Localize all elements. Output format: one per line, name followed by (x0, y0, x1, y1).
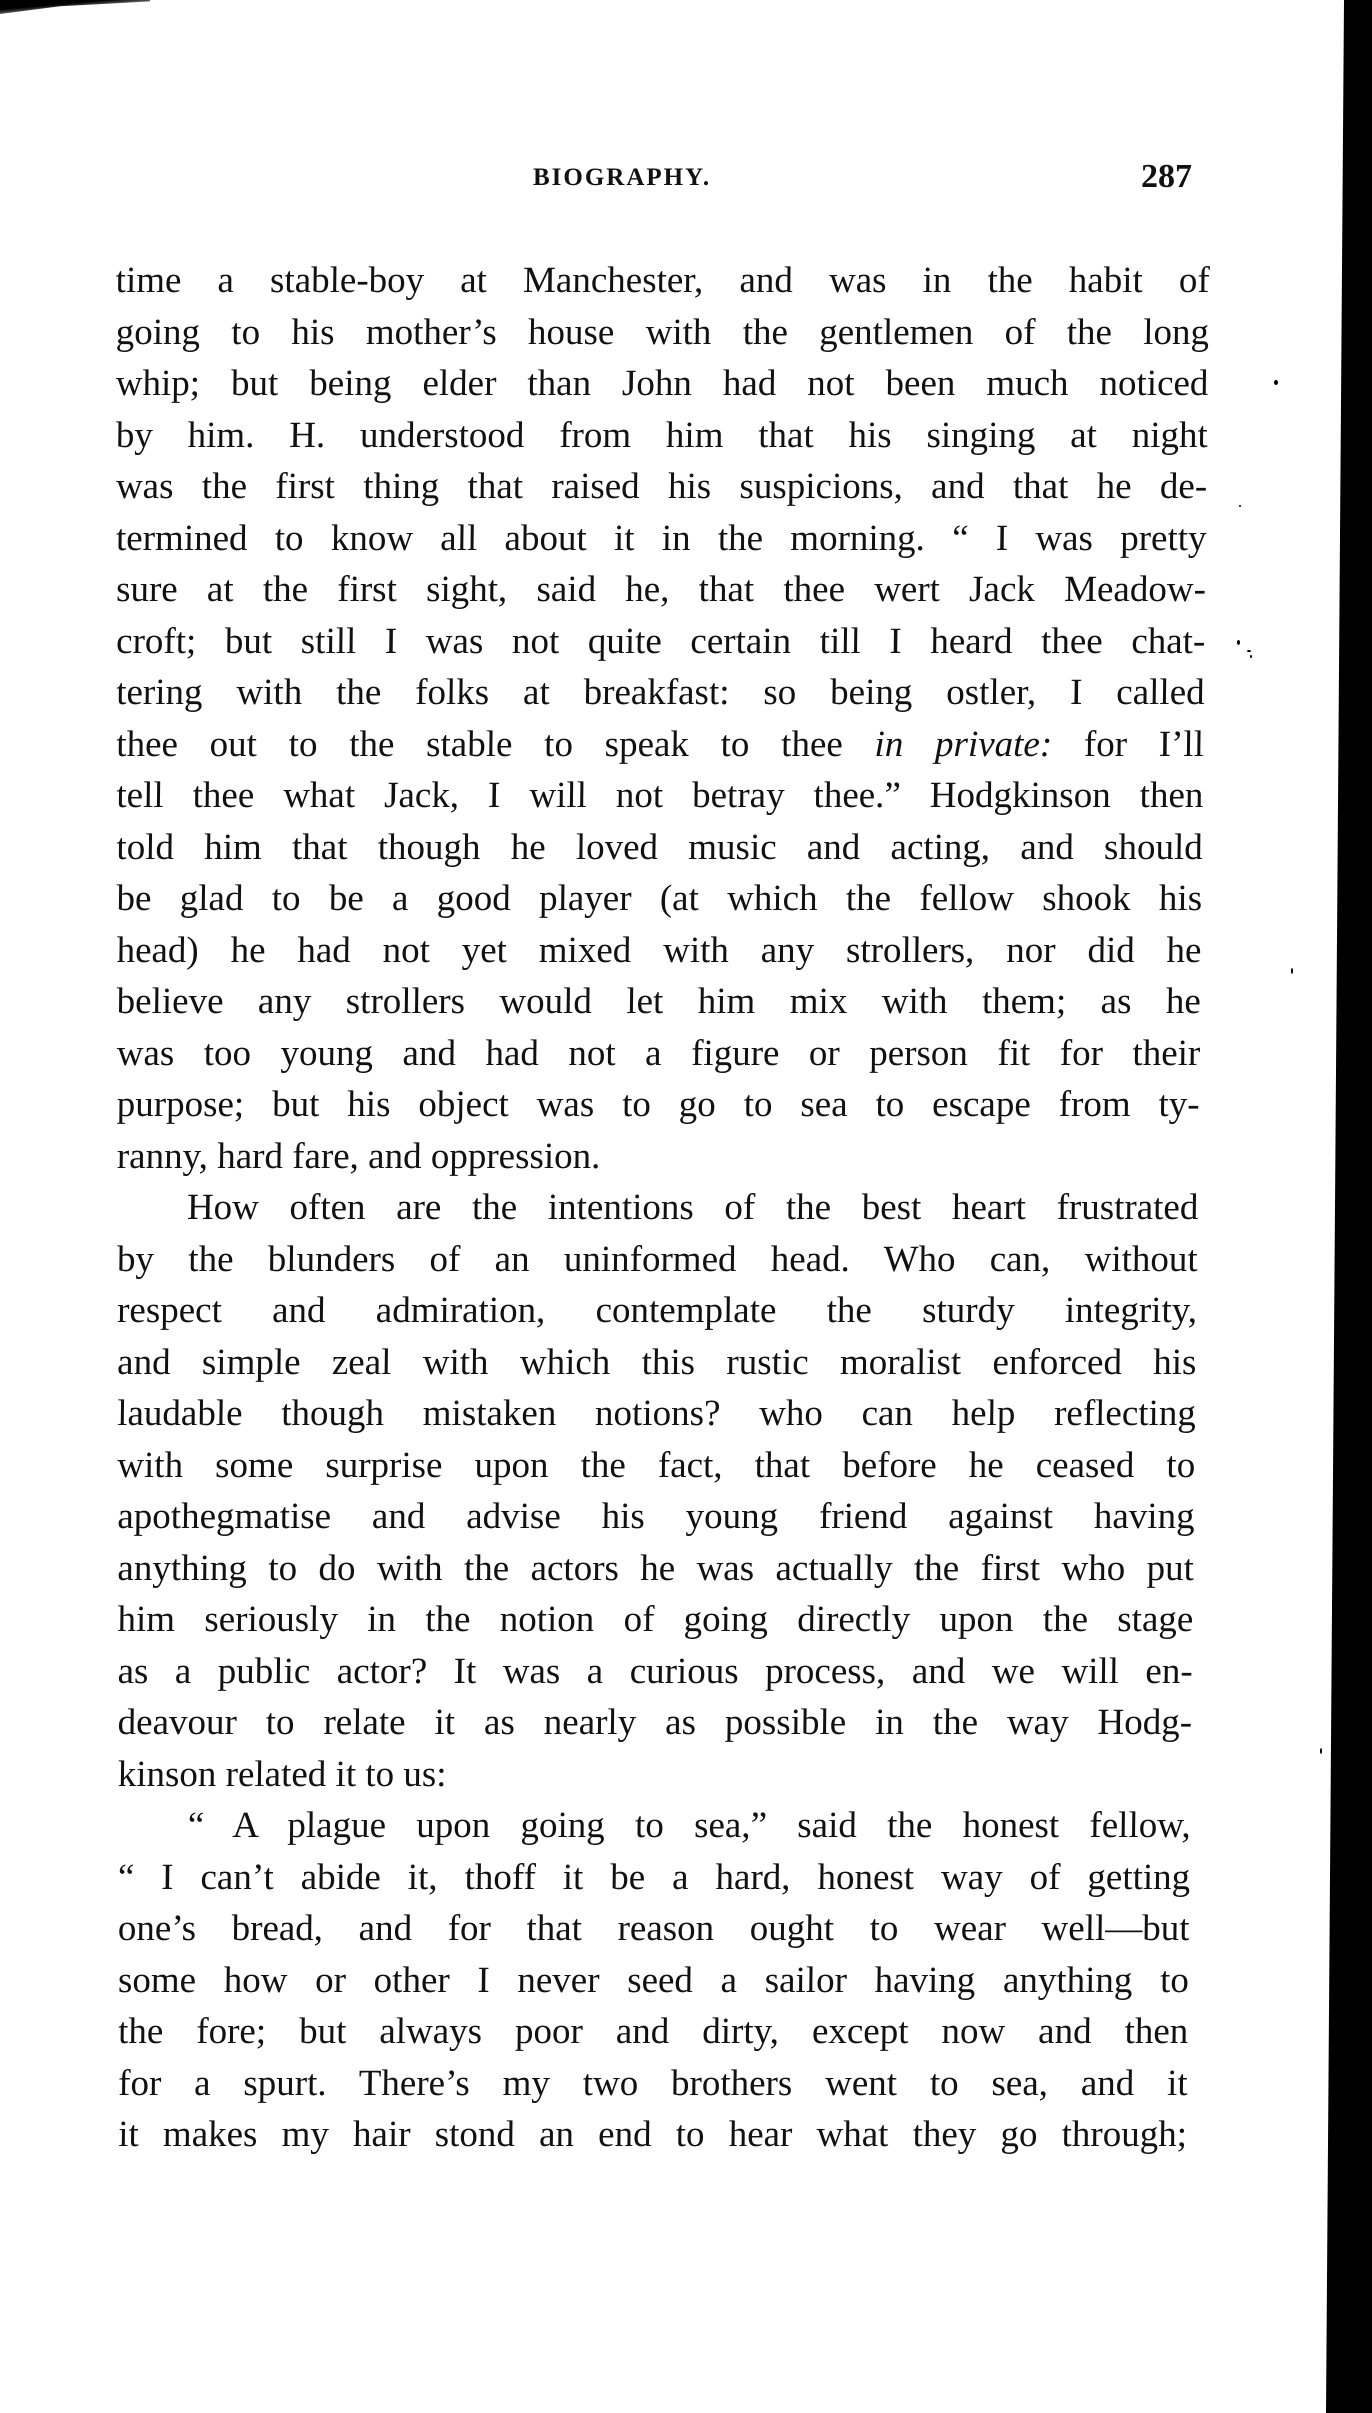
text-line: whip; but being elder than John had not been much noticed (115, 363, 1209, 404)
text-line: going to his mother’s house with the gentlemen of the long (115, 311, 1210, 353)
text-line: laudable though mistaken notions? who can help reflecting (116, 1393, 1197, 1434)
text-line: was too young and had not a figure or person fit for their (116, 1032, 1201, 1074)
text-line: ranny, hard fare, and oppression. (116, 1135, 601, 1177)
text-line: “ I can’t abide it, thoff it be a hard, honest way of getting (117, 1856, 1191, 1898)
text-line: him seriously in the notion of going directly upon the stage (117, 1599, 1194, 1640)
text-segment: thee out to the stable to speak to thee (116, 723, 875, 765)
text-line: with some surprise upon the fact, that before he ceased to (117, 1444, 1196, 1486)
text-line: it makes my hair stond an end to hear what they go through; (117, 2114, 1188, 2155)
text-line: respect and admiration, contemplate the sturdy integrity, (116, 1290, 1198, 1331)
text-line: time a stable-boy at Manchester, and was in the habit of (115, 260, 1210, 301)
ink-speck (1247, 650, 1251, 652)
text-line: termined to know all about it in the morning. “ I was pretty (115, 517, 1207, 559)
page-number: 287 (1141, 158, 1192, 195)
ink-speck (1291, 968, 1293, 974)
ink-speck (1320, 1748, 1322, 1754)
text-line: purpose; but his object was to go to sea to escape from ty- (116, 1084, 1200, 1125)
text-line: told him that though he loved music and acting, and should (116, 826, 1204, 868)
text-line: anything to do with the actors he was actually the first who put (117, 1547, 1195, 1589)
text-line: tering with the folks at breakfast: so being ostler, I called (115, 672, 1205, 713)
scan-right-border (1312, 0, 1372, 2413)
ink-speck (1239, 505, 1241, 507)
ink-speck (1250, 655, 1252, 658)
text-line: croft; but still I was not quite certain till I heard thee chat- (115, 620, 1206, 662)
text-line: was the first thing that raised his suspicions, and that he de- (115, 466, 1208, 507)
running-head: BIOGRAPHY. (533, 164, 712, 191)
text-line: one’s bread, and for that reason ought to wear well—but (117, 1908, 1190, 1949)
text-line (116, 719, 1204, 771)
text-line: for a spurt. There’s my two brothers went to sea, and it (117, 2062, 1188, 2104)
text-line: How often are the intentions of the best heart frustrated (186, 1187, 1199, 1228)
text-segment: for I’ll (1051, 723, 1205, 765)
text-line: the fore; but always poor and dirty, except now and then (117, 2011, 1189, 2052)
text-line: sure at the first sight, said he, that thee wert Jack Meadow- (115, 569, 1207, 610)
text-line: believe any strollers would let him mix with them; as he (116, 981, 1202, 1022)
text-line: deavour to relate it as nearly as possible in the way Hodg- (117, 1702, 1193, 1743)
ink-speck (1274, 380, 1278, 385)
page-corner-curl (1310, 0, 1334, 40)
text-line: kinson related it to us: (117, 1753, 447, 1795)
text-line: “ A plague upon going to sea,” said the honest fellow, (187, 1805, 1192, 1846)
text-line: by the blunders of an uninformed head. Who can, without (116, 1238, 1198, 1280)
text-line: some how or other I never seed a sailor having anything to (117, 1959, 1190, 2001)
ink-speck (1237, 640, 1240, 645)
text-line: as a public actor? It was a curious process, and we will en- (117, 1650, 1193, 1692)
text-line: be glad to be a good player (at which the fellow shook his (116, 878, 1203, 919)
italic-emphasis: in private: (874, 723, 1053, 765)
text-line: head) he had not yet mixed with any strollers, nor did he (116, 929, 1202, 971)
text-line: apothegmatise and advise his young friend against having (117, 1496, 1195, 1537)
body-text (93, 255, 1210, 2161)
text-line: by him. H. understood from him that his singing at night (115, 414, 1209, 456)
text-line: tell thee what Jack, I will not betray thee.” Hodgkinson then (116, 775, 1204, 816)
text-line: and simple zeal with which this rustic moralist enforced his (116, 1341, 1197, 1383)
scan-corner-shadow (0, 0, 150, 14)
